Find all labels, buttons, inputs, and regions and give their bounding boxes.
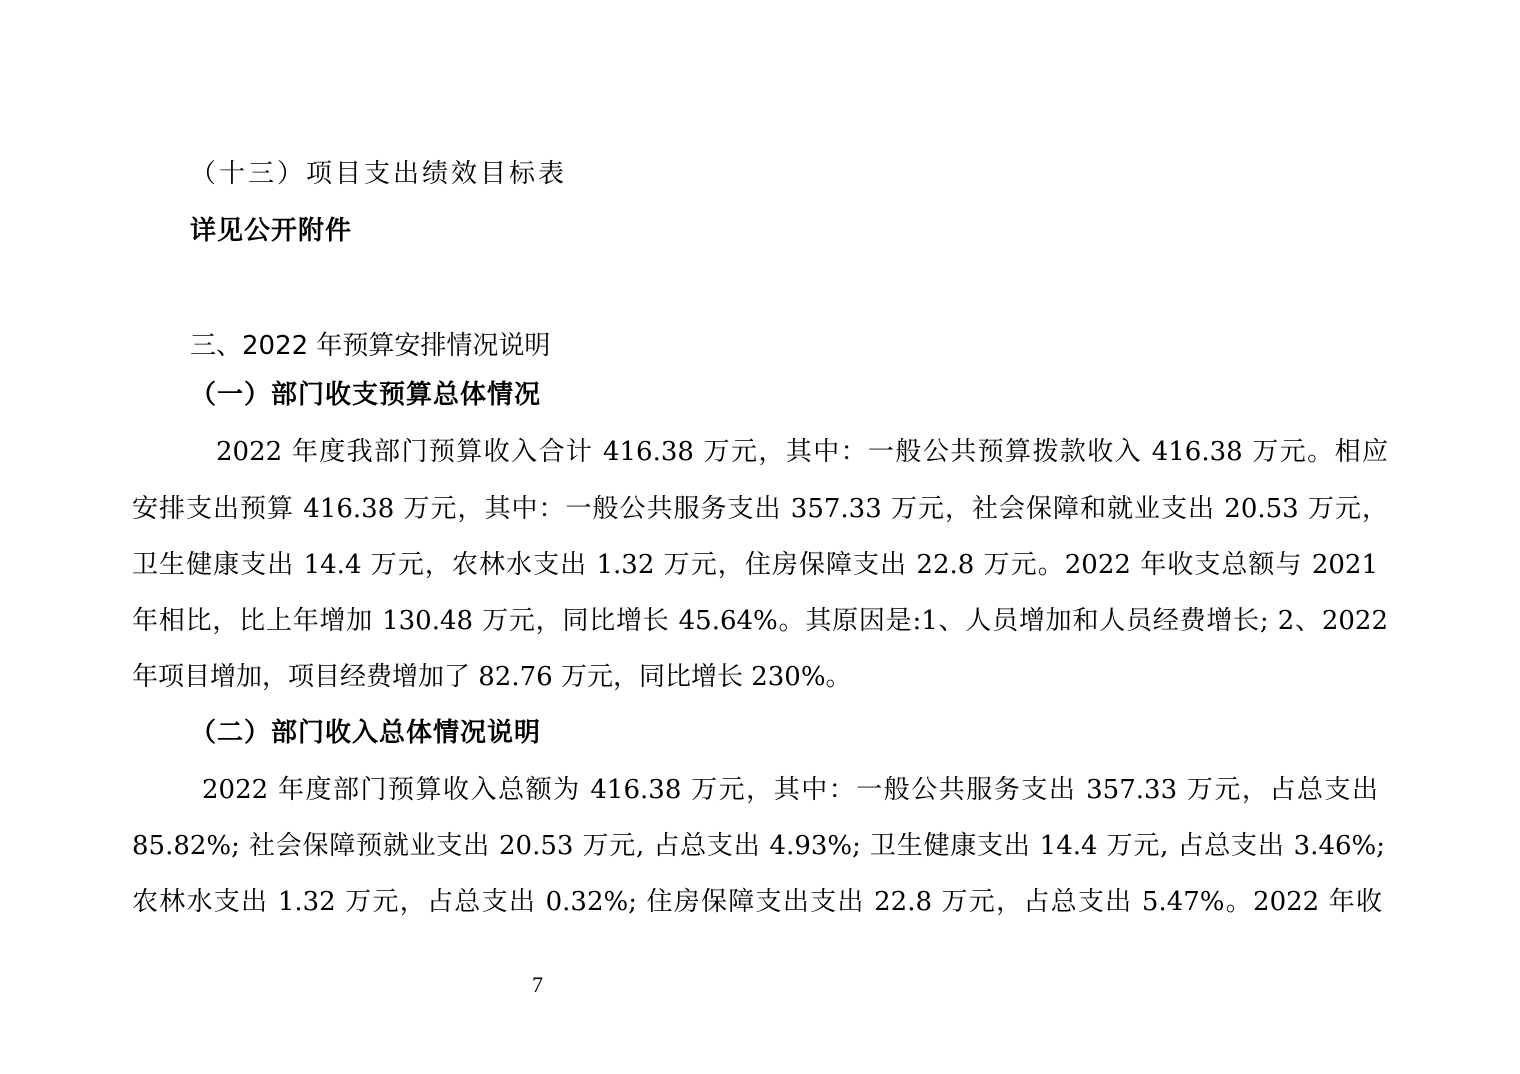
section-13-heading: （十三）项目支出绩效目标表 <box>190 159 568 189</box>
paragraph-2-line-3: 农林水支出 1.32 万元，占总支出 0.32%; 住房保障支出支出 22.8 万元，占总支出 5.47%。2022 年收 <box>132 887 1382 917</box>
subsection-2-heading: （二）部门收入总体情况说明 <box>190 718 542 748</box>
paragraph-1-line-3: 卫生健康支出 14.4 万元，农林水支出 1.32 万元，住房保障支出 22.8 万元。2022 年收支总额与 2021 <box>132 550 1378 580</box>
paragraph-1-line-4: 年相比，比上年增加 130.48 万元，同比增长 45.64%。其原因是:1、人员增加和人员经费增长; 2、2022 <box>132 606 1388 636</box>
paragraph-1-line-1: 2022 年度我部门预算收入合计 416.38 万元，其中：一般公共预算拨款收入 416.38 万元。相应 <box>216 437 1388 467</box>
subsection-1-heading: （一）部门收支预算总体情况 <box>190 380 542 410</box>
page-number: 7 <box>532 972 543 997</box>
paragraph-1-line-2: 安排支出预算 416.38 万元，其中：一般公共服务支出 357.33 万元，社会保障和就业支出 20.53 万元， <box>132 494 1388 524</box>
attachment-note: 详见公开附件 <box>190 216 353 246</box>
paragraph-1-line-5: 年项目增加，项目经费增加了 82.76 万元，同比增长 230%。 <box>132 662 852 692</box>
paragraph-2-line-2: 85.82%; 社会保障预就业支出 20.53 万元, 占总支出 4.93%; 卫生健康支出 14.4 万元, 占总支出 3.46%; <box>132 831 1385 861</box>
section-3-heading: 三、2022 年预算安排情况说明 <box>190 331 551 361</box>
paragraph-2-line-1: 2022 年度部门预算收入总额为 416.38 万元，其中：一般公共服务支出 357.33 万元，占总支出 <box>202 775 1378 805</box>
